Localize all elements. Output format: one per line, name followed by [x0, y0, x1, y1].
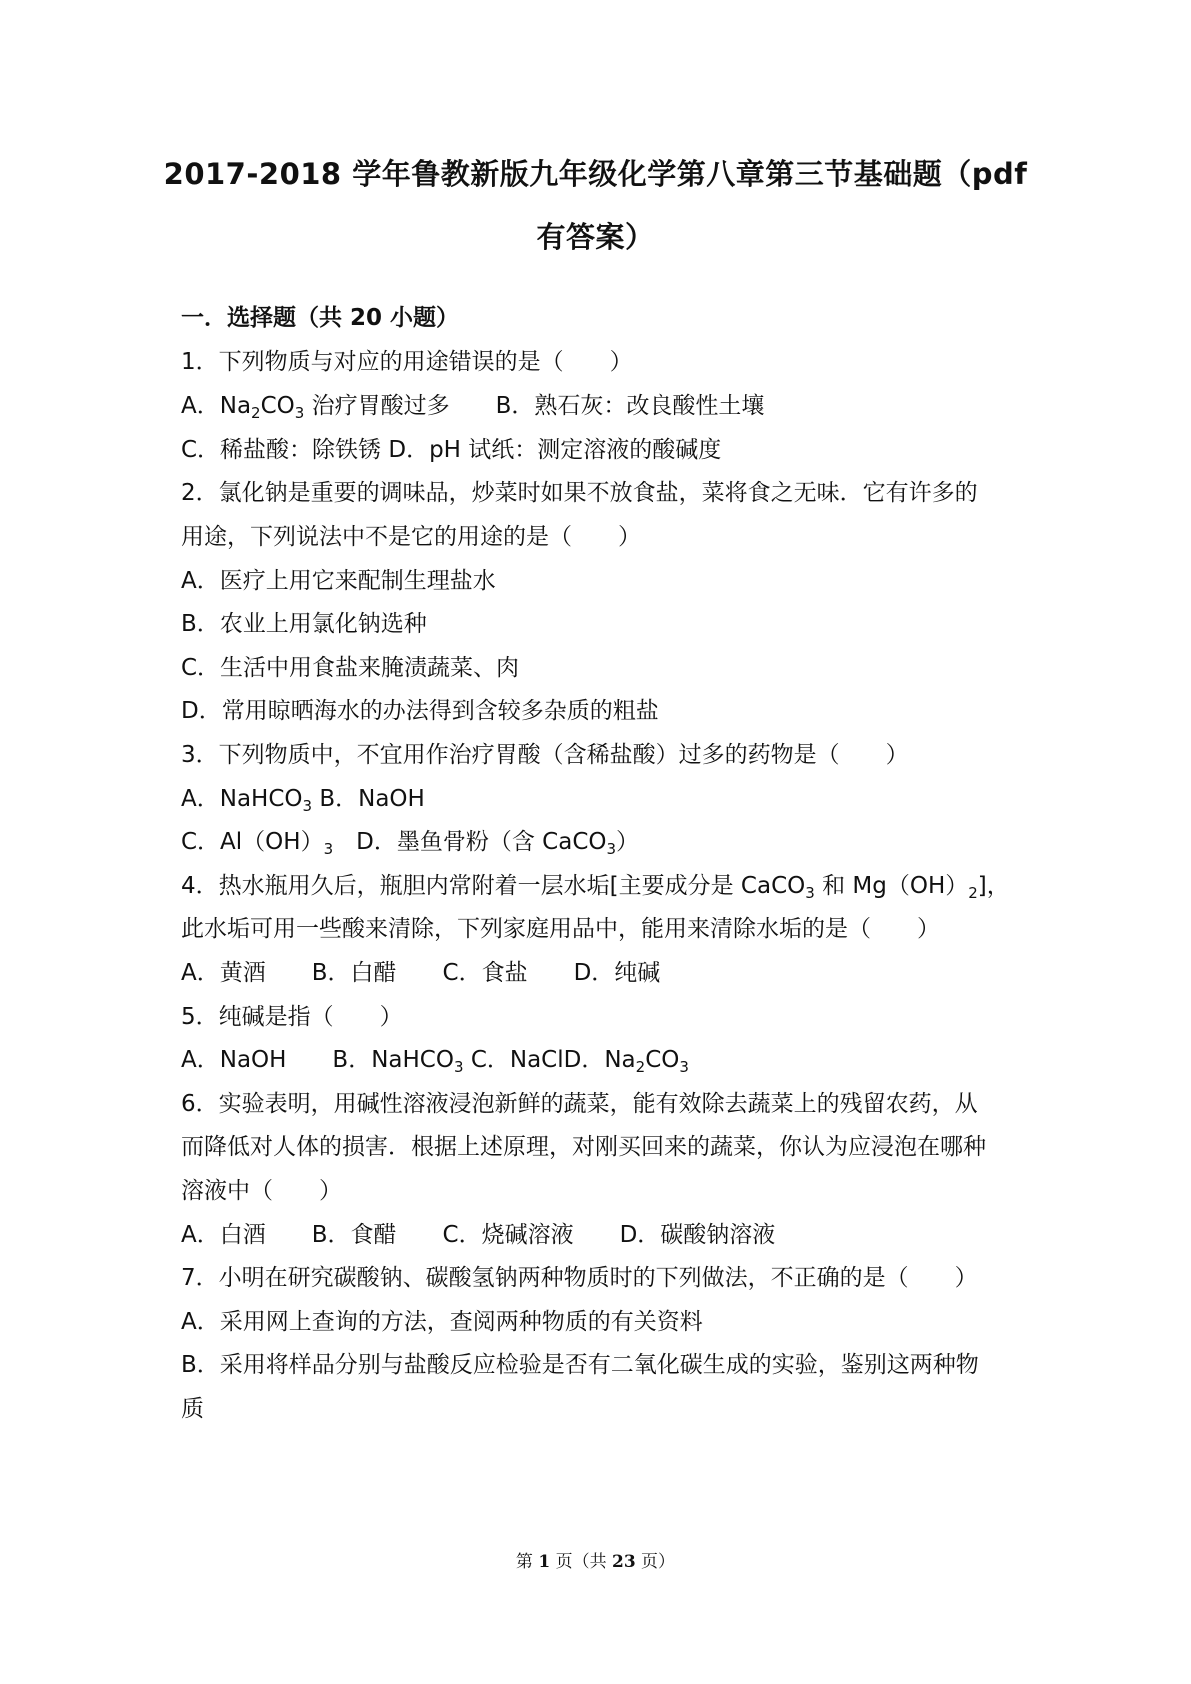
question-2-option-b: B．农业上用氯化钠选种 [181, 611, 427, 637]
document-title-line-1: 2017-2018 学年鲁教新版九年级化学第八章第三节基础题（pdf [163, 157, 1028, 191]
question-4-options: A．黄酒 B．白醋 C．食盐 D．纯碱 [181, 960, 661, 986]
question-2-line-2: 用途，下列说法中不是它的用途的是（ ） [181, 524, 641, 550]
question-7: 7．小明在研究碳酸钠、碳酸氢钠两种物质时的下列做法，不正确的是（ ） [181, 1265, 978, 1291]
page-total: 23 [611, 1552, 636, 1572]
question-5: 5．纯碱是指（ ） [181, 1004, 403, 1030]
question-2-option-c: C．生活中用食盐来腌渍蔬菜、肉 [181, 655, 520, 681]
question-3-options-ab: A．NaHCO$_3$ B．NaOH [181, 786, 425, 815]
question-7-option-b-line-1: B．采用将样品分别与盐酸反应检验是否有二氧化碳生成的实验，鉴别这两种物 [181, 1352, 979, 1378]
question-6-options: A．白酒 B．食醋 C．烧碱溶液 D．碳酸钠溶液 [181, 1222, 776, 1248]
question-5-options: A．NaOH B．NaHCO$_3$ C．NaClD．$Na_2CO_3$ [181, 1047, 689, 1076]
question-2-option-a: A．医疗上用它来配制生理盐水 [181, 568, 496, 594]
question-7-option-a: A．采用网上查询的方法，查阅两种物质的有关资料 [181, 1309, 703, 1335]
page-footer: 第 1 页（共 23 页） [515, 1552, 676, 1572]
question-4-line-2: 此水垢可用一些酸来清除，下列家庭用品中，能用来清除水垢的是（ ） [181, 916, 940, 942]
page-number: 1 [538, 1552, 551, 1572]
question-1: 1．下列物质与对应的用途错误的是（ ） [181, 349, 633, 375]
question-4-line-1: 4．热水瓶用久后，瓶胆内常附着一层水垢[主要成分是 CaCO$_3$ 和 $Mg(OH)_2$]， [181, 873, 1010, 902]
question-1-options-ab: A．$Na_2CO_3$ 治疗胃酸过多 B．熟石灰：改良酸性土壤 [181, 393, 765, 422]
question-3-options-cd: C．$Al(OH)_3$ D．墨鱼骨粉（含 CaCO$_3$） [181, 829, 640, 858]
question-6-line-1: 6．实验表明，用碱性溶液浸泡新鲜的蔬菜，能有效除去蔬菜上的残留农药，从 [181, 1091, 978, 1117]
question-1-options-cd: C．稀盐酸：除铁锈 D．pH 试纸：测定溶液的酸碱度 [181, 437, 722, 463]
section-heading: 一．选择题（共 20 小题） [181, 305, 460, 331]
question-7-option-b-line-2: 质 [181, 1396, 204, 1422]
question-6-line-2: 而降低对人体的损害．根据上述原理，对刚买回来的蔬菜，你认为应浸泡在哪种 [181, 1134, 986, 1160]
question-6-line-3: 溶液中（ ） [181, 1178, 342, 1204]
document-title-line-2: 有答案） [536, 220, 655, 254]
question-3: 3．下列物质中，不宜用作治疗胃酸（含稀盐酸）过多的药物是（ ） [181, 742, 909, 768]
question-2-option-d: D．常用晾晒海水的办法得到含较多杂质的粗盐 [181, 698, 659, 724]
question-2-line-1: 2．氯化钠是重要的调味品，炒菜时如果不放食盐，菜将食之无味．它有许多的 [181, 480, 978, 506]
